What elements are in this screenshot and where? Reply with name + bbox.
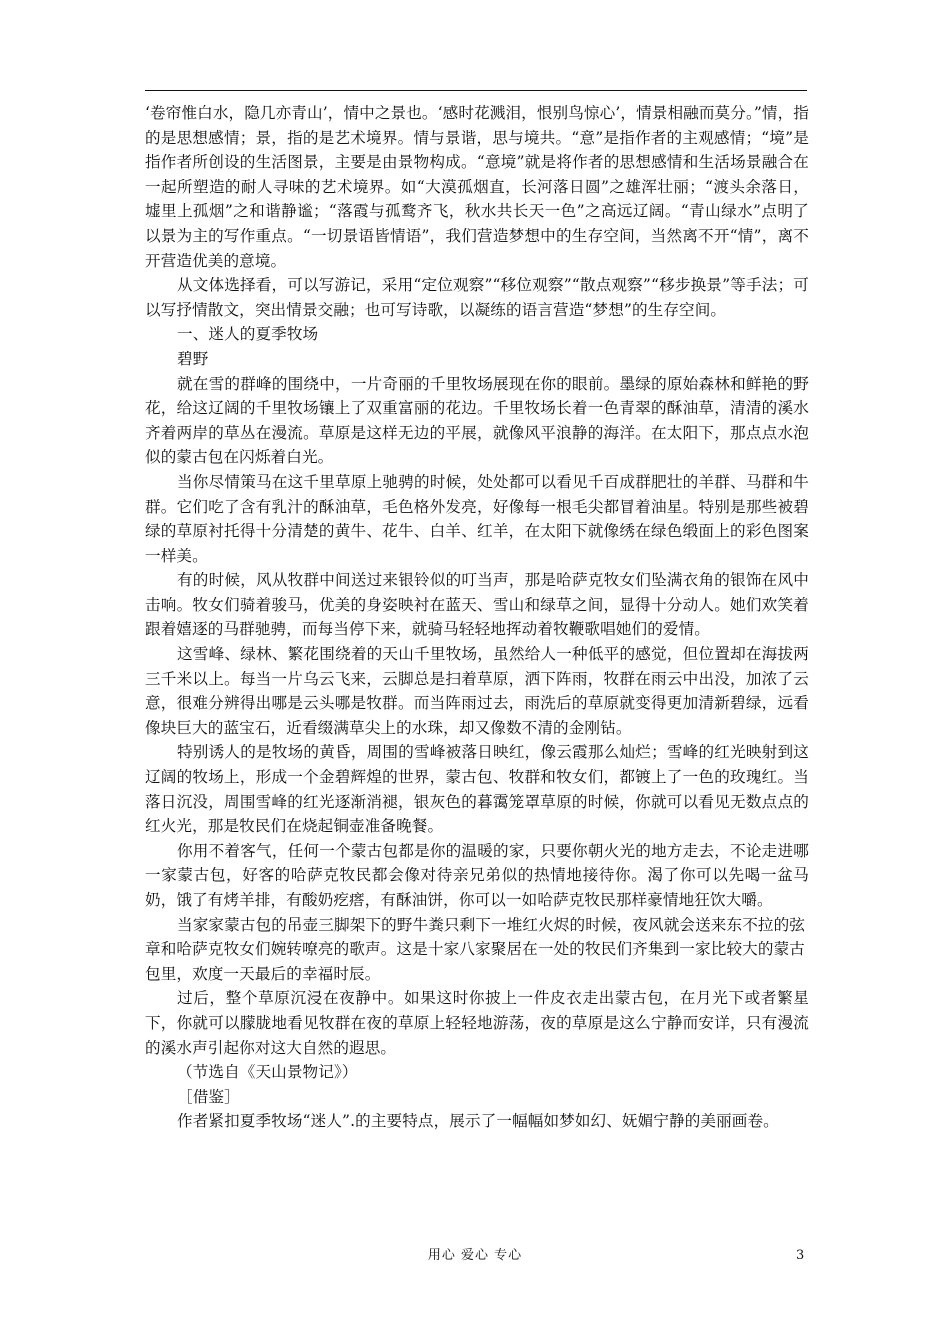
author-name: 碧野 bbox=[177, 349, 209, 368]
page-number: 3 bbox=[796, 1248, 805, 1263]
paragraph-pasture: 就在雪的群峰的围绕中，一片奇丽的千里牧场展现在你的眼前。墨绿的原始森林和鲜艳的野花，给这辽阔的千里牧场镶上了双重富丽的花边。千里牧场长着一色青翠的酥油草，清清的溪水齐着两岸的草丛在漫流。草原是这样无边的平展，就像风平浪静的海洋。在太阳下，那点点水泡似的蒙古包在闪烁着白光。 bbox=[145, 374, 809, 467]
source-citation: （节选自《天山景物记》） bbox=[177, 1063, 358, 1082]
footer-motto: 用心 爱心 专心 bbox=[427, 1248, 523, 1263]
paragraph-genre-choice: 从文体选择看，可以写游记，采用“定位观察”“移位观察”“散点观察”“移步换景”等手法；可以写抒情散文，突出情景交融；也可写诗歌，以凝练的语言营造“梦想”的生存空间。 bbox=[145, 276, 809, 319]
paragraph-herdswomen: 有的时候，风从牧群中间送过来银铃似的叮当声，那是哈萨克牧女们坠满衣角的银饰在风中击响。牧女们骑着骏马，优美的身姿映衬在蓝天、雪山和绿草之间，显得十分动人。她们欢笑着跟着嬉逐的马群驰骋，而每当停下来，就骑马轻轻地挥动着牧鞭歌唱她们的爱情。 bbox=[145, 571, 809, 639]
document-body bbox=[145, 101, 809, 1134]
paragraph-herds: 当你尽情策马在这千里草原上驰骋的时候，处处都可以看见千百成群肥壮的羊群、马群和牛群。它们吃了含有乳汁的酥油草，毛色格外发亮，好像每一根毛尖都冒着油星。特别是那些被碧绿的草原衬托得十分清楚的黄牛、花牛、白羊、红羊，在太阳下就像绣在绿色缎面上的彩色图案一样美。 bbox=[145, 472, 809, 565]
paragraph-evening-songs: 当家家蒙古包的吊壶三脚架下的野牛粪只剩下一堆红火烬的时候，夜风就会送来东不拉的弦章和哈萨克牧女们婉转嘹亮的歌声。这是十家八家聚居在一处的牧民们齐集到一家比较大的蒙古包里，欢度一天最后的幸福时辰。 bbox=[145, 915, 805, 983]
paragraph-commentary: 作者紧扣夏季牧场“迷人”.的主要特点，展示了一幅幅如梦如幻、妩媚宁静的美丽画卷。 bbox=[177, 1112, 779, 1131]
reference-heading: ［借鉴］ bbox=[177, 1087, 240, 1106]
paragraph-intro-continued: ‘卷帘惟白水，隐几亦青山’，情中之景也。‘感时花溅泪，恨别鸟惊心’，情景相融而莫分。”情，指的是思想感情；景，指的是艺术境界。情与景谐，思与境共。“意”是指作者的主观感情；“境”是指作者所创设的生活图景，主要是由景物构成。“意境”就是将作者的思想感情和生活场景融合在一起所塑造的耐人寻味的艺术境界。如“大漠孤烟直，长河落日圆”之雄浑壮丽；“渡头余落日，墟里上孤烟”之和谐静谧；“落霞与孤鹜齐飞，秋水共长天一色”之高远辽阔。“青山绿水”点明了以景为主的写作重点。“一切景语皆情语”，我们营造梦想中的生存空间，当然离不开“情”，离不开营造优美的意境。 bbox=[145, 104, 809, 270]
paragraph-dusk: 特别诱人的是牧场的黄昏，周围的雪峰被落日映红，像云霞那么灿烂；雪峰的红光映射到这辽阔的牧场上，形成一个金碧辉煌的世界，蒙古包、牧群和牧女们，都镀上了一色的玫瑰红。当落日沉没，周围雪峰的红光逐渐消褪，银灰色的暮霭笼罩草原的时候，你就可以看见无数点点的红火光，那是牧民们在烧起铜壶准备晚餐。 bbox=[145, 743, 809, 836]
paragraph-night: 过后，整个草原沉浸在夜静中。如果这时你披上一件皮衣走出蒙古包，在月光下或者繁星下，你就可以朦胧地看见牧群在夜的草原上轻轻地游荡，夜的草原是这么宁静而安详，只有漫流的溪水声引起你对这大自然的遐思。 bbox=[145, 989, 809, 1057]
header-rule bbox=[145, 90, 807, 91]
section-heading: 一、迷人的夏季牧场 bbox=[177, 325, 319, 344]
paragraph-hospitality: 你用不着客气，任何一个蒙古包都是你的温暖的家，只要你朝火光的地方走去，不论走进哪一家蒙古包，好客的哈萨克牧民都会像对待亲兄弟似的热情地接待你。渴了你可以先喝一盆马奶，饿了有烤羊排，有酸奶疙瘩，有酥油饼，你可以一如哈萨克牧民那样豪情地狂饮大嚼。 bbox=[145, 841, 809, 909]
paragraph-altitude: 这雪峰、绿林、繁花围绕着的天山千里牧场，虽然给人一种低平的感觉，但位置却在海拔两三千米以上。每当一片乌云飞来，云脚总是扫着草原，洒下阵雨，牧群在雨云中出没，加浓了云意，很难分辨得出哪是云头哪是牧群。而当阵雨过去，雨洗后的草原就变得更加清新碧绿，远看像块巨大的蓝宝石，近看缀满草尖上的水珠，却又像数不清的金刚钻。 bbox=[145, 645, 809, 737]
